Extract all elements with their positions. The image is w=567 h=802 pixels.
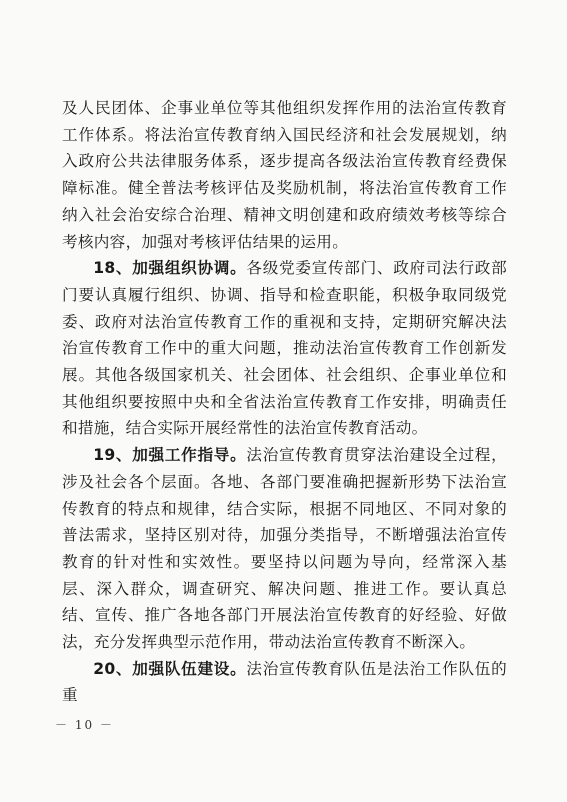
section-heading-18: 18、加强组织协调。 <box>93 259 247 278</box>
paragraph-text: 法治宣传教育队伍是法治工作队伍的重 <box>62 659 507 705</box>
paragraph-continuation <box>62 95 507 255</box>
paragraph-text: 各级党委宣传部门、政府司法行政部门要认真履行组织、协调、指导和检查职能，积极争取同级党委、政府对法治宣传教育工作的重视和支持，定期研究解决法治宣传教育工作中的重大问题，推动法治宣传教育工作创新发展。其他各级国家机关、社会团体、社会组织、企事业单位和其他组织要按照中央和全省法治宣传教育工作安排，明确责任和措施，结合实际开展经常性的法治宣传教育活动。 <box>62 259 507 438</box>
section-heading-19: 19、加强工作指导。 <box>93 446 247 465</box>
document-body <box>62 95 507 709</box>
paragraph-18 <box>62 255 507 442</box>
paragraph-20 <box>62 656 507 709</box>
paragraph-text: 法治宣传教育贯穿法治建设全过程，涉及社会各个层面。各地、各部门要准确把握新形势下法治宣传教育的特点和规律，结合实际，根据不同地区、不同对象的普法需求，坚持区别对待，加强分类指导，不断增强法治宣传教育的针对性和实效性。要坚持以问题为导向，经常深入基层、深入群众，调查研究、解决问题、推进工作。要认真总结、宣传、推广各地各部门开展法治宣传教育的好经验、好做法，充分发挥典型示范作用，带动法治宣传教育不断深入。 <box>62 446 507 652</box>
paragraph-19 <box>62 442 507 656</box>
paragraph-text: 及人民团体、企事业单位等其他组织发挥作用的法治宣传教育工作体系。将法治宣传教育纳入国民经济和社会发展规划，纳入政府公共法律服务体系，逐步提高各级法治宣传教育经费保障标准。健全普法考核评估及奖励机制，将法治宣传教育工作纳入社会治安综合治理、精神文明创建和政府绩效考核等综合考核内容，加强对考核评估结果的运用。 <box>62 99 507 251</box>
section-heading-20: 20、加强队伍建设。 <box>93 659 247 678</box>
page-number: － 10 － <box>55 718 114 732</box>
